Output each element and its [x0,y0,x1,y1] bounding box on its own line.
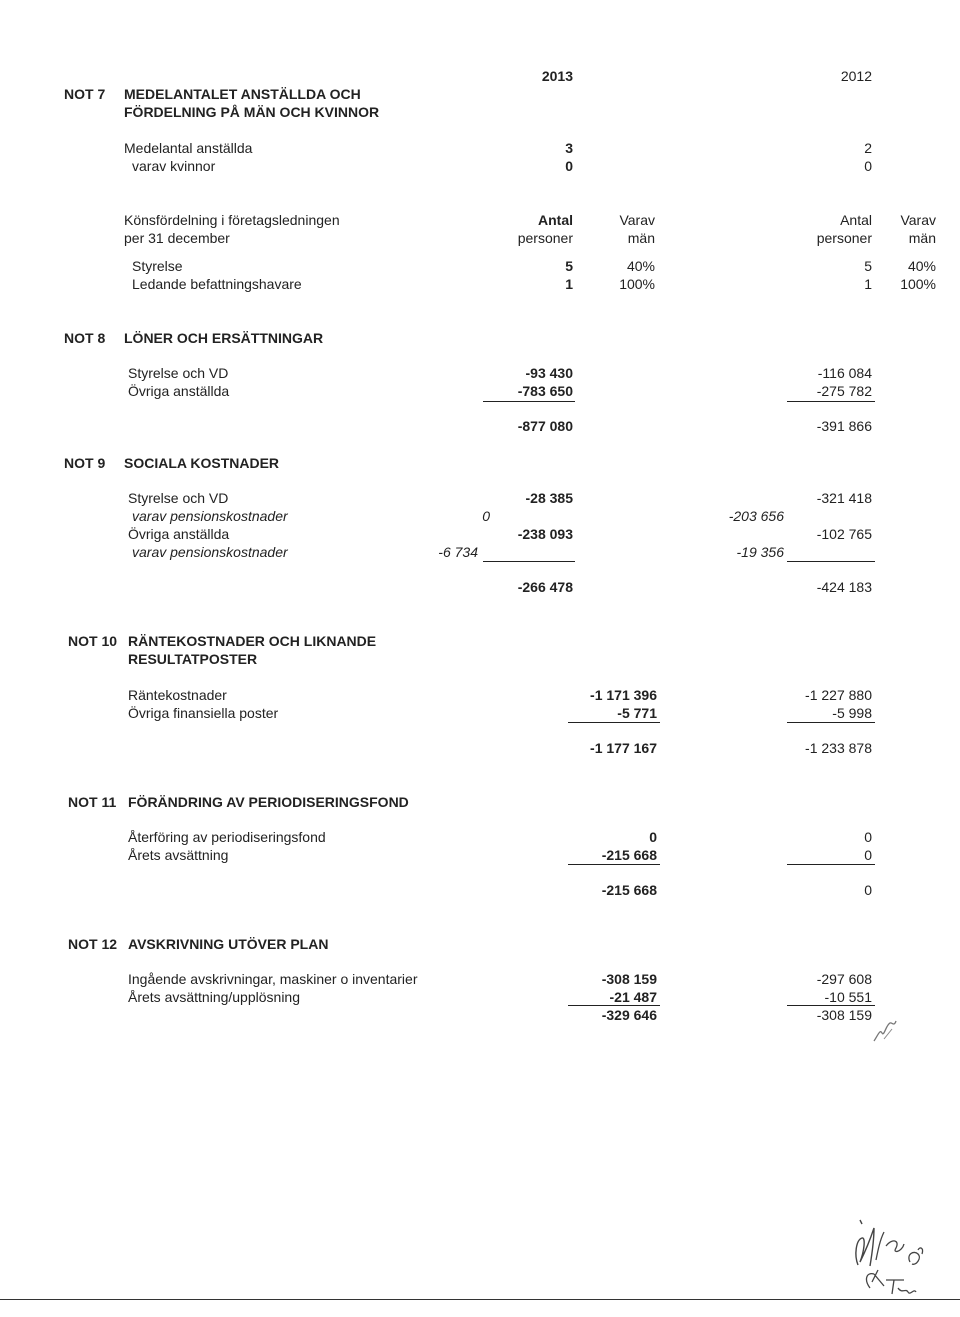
note-9-number: NOT 9 [64,455,106,471]
row-label: Övriga finansiella poster [128,705,279,721]
total-2013: -215 668 [601,882,657,898]
row-label: Ledande befattningshavare [132,276,302,292]
value-2012: 0 [864,829,872,845]
value-2013: -28 385 [525,490,573,506]
row-label: varav kvinnor [132,158,216,174]
col-antal-2012: Antal [840,212,872,228]
note-12-title: AVSKRIVNING UTÖVER PLAN [128,936,329,952]
underline-2012 [787,864,875,865]
underline-2012 [787,1005,875,1006]
row-label: Medelantal anställda [124,140,253,156]
sub-value-2013: -6 734 [438,544,478,560]
total-2013: -1 177 167 [590,740,657,756]
value-2012: -321 418 [816,490,872,506]
value-2013: -93 430 [525,365,573,381]
handwritten-check-mark [870,1015,906,1047]
row-label-sub: varav pensionskostnader [132,508,288,524]
underline-2013 [483,401,575,402]
sub-value-2012: -19 356 [736,544,784,560]
row-label: Styrelse och VD [128,490,229,506]
value-2012: -5 998 [832,705,872,721]
value-2013: -21 487 [609,989,657,1005]
note-10-title-line2: RESULTATPOSTER [128,651,258,667]
underline-2012 [787,722,875,723]
total-2012: -308 159 [816,1007,872,1023]
sub-value-2013: 0 [482,508,490,524]
note-7-number: NOT 7 [64,86,106,102]
value-antal-2013: 1 [565,276,573,292]
row-label: Övriga anställda [128,526,230,542]
row-label: Övriga anställda [128,383,230,399]
note-8-title: LÖNER OCH ERSÄTTNINGAR [124,330,324,346]
value-2013: -1 171 396 [590,687,657,703]
row-label: Återföring av periodiseringsfond [128,829,326,845]
bottom-page-border [0,1299,960,1300]
value-pct-2012: 40% [907,258,936,274]
value-2012: 0 [864,847,872,863]
value-2013: -5 771 [617,705,657,721]
value-2013: 0 [565,158,573,174]
value-2013: -238 093 [517,526,573,542]
note-9-title: SOCIALA KOSTNADER [124,455,280,471]
col-varav-2013: Varav [619,212,655,228]
note-10-title-line1: RÄNTEKOSTNADER OCH LIKNANDE [128,633,377,649]
row-label-sub: varav pensionskostnader [132,544,288,560]
value-pct-2013: 100% [619,276,655,292]
col-man-2012: män [908,230,936,246]
value-antal-2012: 1 [864,276,872,292]
note-10-number: NOT 10 [68,633,118,649]
value-2012: -297 608 [816,971,872,987]
underline-2013 [568,722,660,723]
total-2013: -877 080 [517,418,573,434]
underline-2012 [787,561,875,562]
value-2012: -116 084 [817,365,872,381]
col-antal-2013: Antal [538,212,573,228]
value-pct-2012: 100% [900,276,936,292]
note-8-number: NOT 8 [64,330,106,346]
value-2012: -275 782 [816,383,872,399]
total-2012: -1 233 878 [805,740,872,756]
value-2012: -10 551 [824,989,872,1005]
year-2013-header: 2013 [541,68,573,84]
underline-2013 [483,561,575,562]
value-antal-2013: 5 [565,258,573,274]
year-2012-header: 2012 [840,68,872,84]
note-7-title-line1: MEDELANTALET ANSTÄLLDA OCH [124,86,361,102]
value-2013: 0 [649,829,657,845]
value-2013: -783 650 [517,383,573,399]
note-11-title: FÖRÄNDRING AV PERIODISERINGSFOND [128,794,409,810]
row-label: Årets avsättning [128,847,229,863]
col-man-2013: män [627,230,655,246]
underline-2013 [568,864,660,865]
row-label: Årets avsättning/upplösning [128,989,300,1005]
row-label: Räntekostnader [128,687,227,703]
value-2012: -1 227 880 [805,687,872,703]
value-2013: 3 [565,140,573,156]
gender-label-line2: per 31 december [124,230,230,246]
note-7-title-line2: FÖRDELNING PÅ MÄN OCH KVINNOR [124,104,380,120]
total-2013: -266 478 [517,579,573,595]
total-2013: -329 646 [601,1007,657,1023]
row-label: Styrelse och VD [128,365,229,381]
handwritten-initials-signature [840,1210,950,1300]
col-personer-2012: personer [816,230,872,246]
sub-value-2012: -203 656 [728,508,784,524]
col-personer-2013: personer [517,230,573,246]
underline-2013 [568,1005,660,1006]
row-label: Styrelse [132,258,183,274]
total-2012: 0 [864,882,872,898]
row-label: Ingående avskrivningar, maskiner o inventarier [128,971,418,987]
note-12-number: NOT 12 [68,936,118,952]
col-varav-2012: Varav [900,212,936,228]
value-2012: 2 [864,140,872,156]
value-2012: 0 [864,158,872,174]
value-pct-2013: 40% [626,258,655,274]
value-2013: -308 159 [601,971,657,987]
value-2013: -215 668 [601,847,657,863]
value-antal-2012: 5 [864,258,872,274]
total-2012: -391 866 [816,418,872,434]
gender-label-line1: Könsfördelning i företagsledningen [124,212,340,228]
note-11-number: NOT 11 [68,794,117,810]
underline-2012 [787,401,875,402]
total-2012: -424 183 [816,579,872,595]
value-2012: -102 765 [816,526,872,542]
